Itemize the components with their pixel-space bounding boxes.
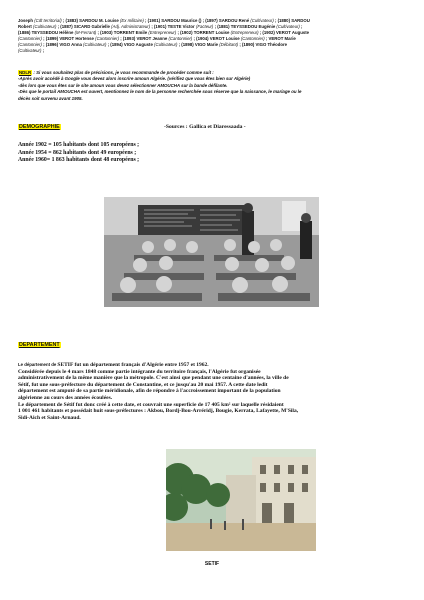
- departement-heading: DEPARTEMENT: [19, 342, 60, 348]
- occupation-label: (Cultivateur): [276, 23, 300, 29]
- occupation-label: (Cantonnier): [95, 35, 120, 41]
- person-entry: ; (1903) TORRENT Emile: [96, 29, 149, 35]
- demographie-heading: DEMOGRAPHIE: [19, 124, 60, 130]
- person-entry: ; (1901) TESTE Victor: [150, 23, 196, 29]
- dept-line: 1 001 461 habitants et possédait huit sous-préfectures : Akbou, Bordj-Bou-Arréridj, Bougie, Kerrata, Lafayette, M'Sila,: [18, 408, 299, 415]
- population-line: Année 1960= 1 863 habitants dont 48 européens ;: [18, 157, 140, 164]
- occupation-label: (Cultivateur): [83, 41, 107, 47]
- population-list: [18, 142, 406, 165]
- photo-caption: SETIF: [204, 561, 220, 567]
- person-entry: ; (1902) TORRENT Louise: [176, 29, 231, 35]
- person-entry: ; (1896) VIGO Anna: [41, 41, 84, 47]
- person-entry: ;: [299, 23, 303, 29]
- occupation-label: (Facteur): [195, 23, 214, 29]
- occupation-label: (Cantonnier): [18, 41, 42, 47]
- occupation-label: (Entrepreneur): [230, 29, 259, 35]
- person-entry: ; (1901) SARDOU Maurice () ; (1897) SARDOU René: [143, 18, 251, 23]
- occupation-label: (Cultivateur): [33, 23, 57, 29]
- occupation-label: (Débitant): [219, 41, 239, 47]
- ndlr-line: -Dès que le portail AMOUCHA est ouvert, mentionnez le nom de la personne recherchée sous réserve que la naissance, le mariage ou le: [18, 89, 302, 95]
- occupation-label: (Cdt territorial): [34, 18, 62, 23]
- population-line: Année 1902 = 105 habitants dont 105 européens ;: [18, 142, 140, 148]
- departement-text: [18, 362, 406, 421]
- person-entry: ; (1902) VEROT Auguste: [258, 29, 310, 35]
- person-entry: ;: [41, 47, 45, 53]
- person-entry: ; VEROT Marie: [264, 35, 296, 41]
- names-list: [18, 18, 406, 53]
- person-entry: Robert: [18, 23, 34, 29]
- dept-line: algérienne au cours des années écoulées.: [18, 394, 113, 401]
- dept-intro-name: SETIF: [57, 362, 74, 368]
- person-entry: ; (1904) VEROT Louise: [192, 35, 241, 41]
- occupation-label: (Cultivateur): [154, 41, 178, 47]
- occupation-label: (Adj. Administrateur): [111, 23, 151, 29]
- person-entry: ; (1898) VIGO Marie: [177, 41, 220, 47]
- person-entry: ; (1883) SARDOU M. Louise: [61, 18, 120, 23]
- dept-line: Le département de Sétif fut donc créé à cette date, et couvrait une superficie de 17 405 km² sur laquelle résidaient: [18, 401, 284, 408]
- dept-line: Sidi-Aich et Saint-Arnaud.: [18, 414, 81, 421]
- dept-intro-rest: fut un département français d'Algérie entre 1957 et 1962.: [73, 362, 209, 368]
- person-entry: ; (1881) TEYSSEDOU Eugénie: [213, 23, 277, 29]
- person-entry: ; (1893) VEROT Jeanne: [119, 35, 169, 41]
- dept-line: Sétif, fut une sous-préfecture du département de Constantine, et ce jusqu'au 20 mai 1957. A cette date ledit: [18, 381, 268, 388]
- person-entry: ; (1899) VEROT Hortense: [41, 35, 96, 41]
- dept-line: administrativement de la même manière que la métropole. C'est ainsi que pendant une centaine d'années, la ville de: [18, 375, 289, 382]
- dept-line: département est amputé de sa partie méridionale, afin de répondre à l'accroissement important de la population: [18, 388, 281, 395]
- person-entry: ; (1894) VIGO Auguste: [106, 41, 155, 47]
- departement-header: [18, 342, 406, 350]
- occupation-label: (Cantonnier): [168, 35, 193, 41]
- dept-intro-small: Le département de: [18, 362, 58, 367]
- occupation-label: (Cultivateur): [18, 47, 42, 53]
- person-entry: ; (1890) VIGO Théodore: [238, 41, 288, 47]
- classroom-photo: [104, 197, 319, 307]
- occupation-label: (Cultivateur): [250, 18, 274, 23]
- ndlr-line: -dès lors que vous êtes sur le site amoun vous devez sélectionner AMOUCHA sur la bande défilante.: [18, 82, 228, 88]
- population-line: Année 1954 = 862 habitants dont 49 européens ;: [18, 149, 137, 156]
- person-entry: (1886) TEYSSEDOU Hélène: [18, 29, 75, 35]
- setif-postcard-photo: [166, 449, 316, 551]
- person-entry: ; (1880) SARDOU: [273, 18, 310, 23]
- ndlr-tag: NDLR: [19, 70, 32, 75]
- occupation-label: (M-Ferrant): [74, 29, 97, 35]
- ndlr-line: décès soit survenu avant 1905.: [18, 95, 83, 101]
- demographie-header: [18, 124, 406, 132]
- occupation-label: (Cantonnier): [18, 35, 42, 41]
- ndlr-note: [18, 70, 406, 102]
- dept-line: Considérée depuis le 4 mars 1848 comme partie intégrante du territoire français, l'Algérie fut organisée: [18, 368, 261, 375]
- sources-line: -Sources : Gallica et Diaressaada -: [164, 124, 246, 130]
- ndlr-intro: : Si vous souhaitez plus de précisions, je vous recommande de procéder comme suit :: [32, 70, 214, 75]
- person-entry: ; (1887) SICARD Gabrielle: [56, 23, 112, 29]
- occupation-label: (Ex militaire): [119, 18, 144, 23]
- names-line: [18, 48, 406, 54]
- occupation-label: (Entrepreneur): [148, 29, 177, 35]
- occupation-label: (Cantonnier): [240, 35, 265, 41]
- ndlr-line: -Après avoir accédé à Google vous devez alors inscrire amoun Algérie. (vérifiez que vous êtes bien sur Algérie): [18, 76, 251, 82]
- person-entry: Joseph: [18, 18, 35, 23]
